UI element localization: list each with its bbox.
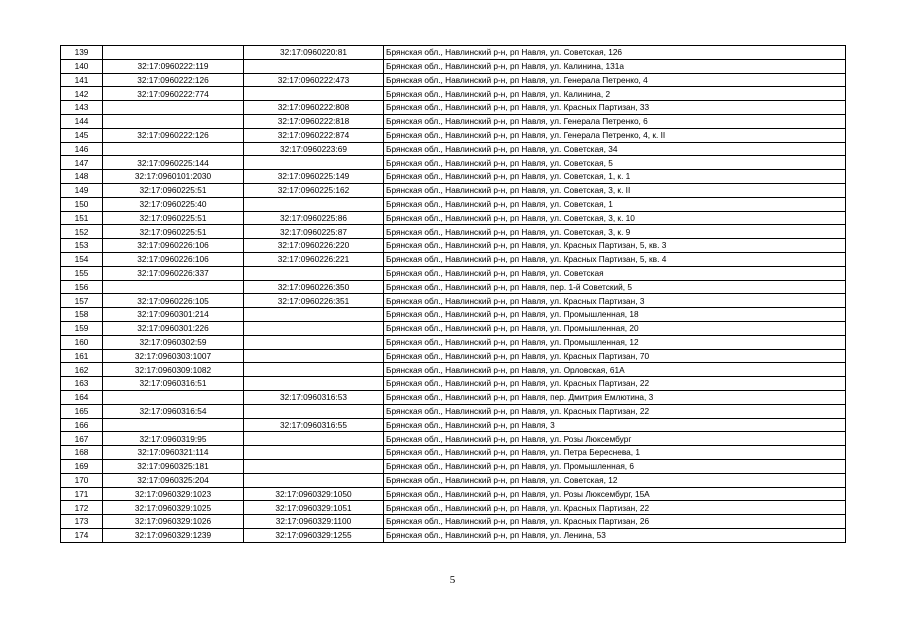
address-cell: Брянская обл., Навлинский р-н, рп Навля, ул. Красных Партизан, 33 xyxy=(384,101,846,115)
cadastral-number-cell: 32:17:0960321:114 xyxy=(103,446,244,460)
row-number-cell: 169 xyxy=(61,459,103,473)
row-number-cell: 165 xyxy=(61,404,103,418)
table-row xyxy=(61,404,846,418)
address-cell: Брянская обл., Навлинский р-н, рп Навля, ул. Советская, 1, к. 1 xyxy=(384,170,846,184)
object-cadastral-number-cell: 32:17:0960226:221 xyxy=(244,252,384,266)
table-row xyxy=(61,363,846,377)
object-cadastral-number-cell: 32:17:0960316:55 xyxy=(244,418,384,432)
address-cell: Брянская обл., Навлинский р-н, рп Навля, ул. Советская, 3, к. II xyxy=(384,183,846,197)
object-cadastral-number-cell: 32:17:0960222:818 xyxy=(244,114,384,128)
object-cadastral-number-cell: 32:17:0960226:350 xyxy=(244,280,384,294)
row-number-cell: 141 xyxy=(61,73,103,87)
cadastral-number-cell xyxy=(103,390,244,404)
row-number-cell: 139 xyxy=(61,46,103,60)
address-cell: Брянская обл., Навлинский р-н, рп Навля, ул. Петра Береснева, 1 xyxy=(384,446,846,460)
address-cell: Брянская обл., Навлинский р-н, рп Навля, ул. Советская, 3, к. 10 xyxy=(384,211,846,225)
address-cell: Брянская обл., Навлинский р-н, рп Навля, ул. Генерала Петренко, 4 xyxy=(384,73,846,87)
row-number-cell: 157 xyxy=(61,294,103,308)
cadastral-number-cell: 32:17:0960329:1023 xyxy=(103,487,244,501)
row-number-cell: 144 xyxy=(61,114,103,128)
object-cadastral-number-cell xyxy=(244,156,384,170)
object-cadastral-number-cell: 32:17:0960329:1051 xyxy=(244,501,384,515)
cadastral-number-cell xyxy=(103,418,244,432)
object-cadastral-number-cell: 32:17:0960316:53 xyxy=(244,390,384,404)
address-cell: Брянская обл., Навлинский р-н, рп Навля, ул. Советская, 34 xyxy=(384,142,846,156)
cadastral-number-cell: 32:17:0960222:126 xyxy=(103,73,244,87)
row-number-cell: 147 xyxy=(61,156,103,170)
object-cadastral-number-cell xyxy=(244,377,384,391)
address-cell: Брянская обл., Навлинский р-н, рп Навля, ул. Красных Партизан, 22 xyxy=(384,377,846,391)
cadastral-number-cell: 32:17:0960325:181 xyxy=(103,459,244,473)
table-row xyxy=(61,211,846,225)
row-number-cell: 167 xyxy=(61,432,103,446)
object-cadastral-number-cell: 32:17:0960329:1255 xyxy=(244,528,384,542)
object-cadastral-number-cell: 32:17:0960222:808 xyxy=(244,101,384,115)
table-row xyxy=(61,528,846,542)
table-row xyxy=(61,418,846,432)
page-number: 5 xyxy=(449,574,456,586)
address-cell: Брянская обл., Навлинский р-н, рп Навля, ул. Советская, 3, к. 9 xyxy=(384,225,846,239)
table-row xyxy=(61,142,846,156)
object-cadastral-number-cell xyxy=(244,59,384,73)
address-cell: Брянская обл., Навлинский р-н, рп Навля, ул. Розы Люксембург xyxy=(384,432,846,446)
cadastral-number-cell: 32:17:0960301:214 xyxy=(103,308,244,322)
table-row xyxy=(61,321,846,335)
object-cadastral-number-cell: 32:17:0960222:473 xyxy=(244,73,384,87)
row-number-cell: 146 xyxy=(61,142,103,156)
object-cadastral-number-cell: 32:17:0960222:874 xyxy=(244,128,384,142)
address-cell: Брянская обл., Навлинский р-н, рп Навля, ул. Промышленная, 18 xyxy=(384,308,846,322)
row-number-cell: 142 xyxy=(61,87,103,101)
object-cadastral-number-cell: 32:17:0960225:149 xyxy=(244,170,384,184)
object-cadastral-number-cell xyxy=(244,308,384,322)
row-number-cell: 152 xyxy=(61,225,103,239)
cadastral-number-cell: 32:17:0960329:1025 xyxy=(103,501,244,515)
address-cell: Брянская обл., Навлинский р-н, рп Навля, ул. Генерала Петренко, 4, к. II xyxy=(384,128,846,142)
table-row xyxy=(61,515,846,529)
address-cell: Брянская обл., Навлинский р-н, рп Навля, ул. Красных Партизан, 70 xyxy=(384,349,846,363)
table-row xyxy=(61,308,846,322)
address-cell: Брянская обл., Навлинский р-н, рп Навля, 3 xyxy=(384,418,846,432)
row-number-cell: 140 xyxy=(61,59,103,73)
registry-table-body xyxy=(61,46,846,543)
table-row xyxy=(61,446,846,460)
cadastral-number-cell: 32:17:0960301:226 xyxy=(103,321,244,335)
cadastral-number-cell: 32:17:0960226:106 xyxy=(103,252,244,266)
row-number-cell: 164 xyxy=(61,390,103,404)
table-row xyxy=(61,252,846,266)
cadastral-number-cell: 32:17:0960225:51 xyxy=(103,211,244,225)
cadastral-number-cell: 32:17:0960303:1007 xyxy=(103,349,244,363)
cadastral-number-cell xyxy=(103,46,244,60)
object-cadastral-number-cell xyxy=(244,266,384,280)
object-cadastral-number-cell: 32:17:0960226:220 xyxy=(244,239,384,253)
row-number-cell: 170 xyxy=(61,473,103,487)
table-row xyxy=(61,225,846,239)
cadastral-number-cell xyxy=(103,101,244,115)
row-number-cell: 173 xyxy=(61,515,103,529)
cadastral-number-cell: 32:17:0960316:54 xyxy=(103,404,244,418)
row-number-cell: 145 xyxy=(61,128,103,142)
table-row xyxy=(61,46,846,60)
address-cell: Брянская обл., Навлинский р-н, рп Навля, ул. Розы Люксембург, 15А xyxy=(384,487,846,501)
table-row xyxy=(61,473,846,487)
object-cadastral-number-cell xyxy=(244,363,384,377)
address-cell: Брянская обл., Навлинский р-н, рп Навля, ул. Генерала Петренко, 6 xyxy=(384,114,846,128)
address-cell: Брянская обл., Навлинский р-н, рп Навля, ул. Красных Партизан, 22 xyxy=(384,501,846,515)
table-row xyxy=(61,294,846,308)
object-cadastral-number-cell xyxy=(244,321,384,335)
registry-table xyxy=(60,45,846,543)
table-row xyxy=(61,128,846,142)
address-cell: Брянская обл., Навлинский р-н, рп Навля, ул. Красных Партизан, 3 xyxy=(384,294,846,308)
object-cadastral-number-cell xyxy=(244,335,384,349)
address-cell: Брянская обл., Навлинский р-н, рп Навля, ул. Орловская, 61А xyxy=(384,363,846,377)
row-number-cell: 160 xyxy=(61,335,103,349)
cadastral-number-cell: 32:17:0960225:51 xyxy=(103,183,244,197)
address-cell: Брянская обл., Навлинский р-н, рп Навля, ул. Ленина, 53 xyxy=(384,528,846,542)
object-cadastral-number-cell xyxy=(244,446,384,460)
cadastral-number-cell: 32:17:0960316:51 xyxy=(103,377,244,391)
table-row xyxy=(61,101,846,115)
cadastral-number-cell: 32:17:0960222:774 xyxy=(103,87,244,101)
address-cell: Брянская обл., Навлинский р-н, рп Навля, ул. Советская, 126 xyxy=(384,46,846,60)
table-row xyxy=(61,266,846,280)
address-cell: Брянская обл., Навлинский р-н, рп Навля, ул. Красных Партизан, 5, кв. 4 xyxy=(384,252,846,266)
table-row xyxy=(61,335,846,349)
table-row xyxy=(61,114,846,128)
address-cell: Брянская обл., Навлинский р-н, рп Навля, ул. Советская, 12 xyxy=(384,473,846,487)
row-number-cell: 171 xyxy=(61,487,103,501)
object-cadastral-number-cell xyxy=(244,432,384,446)
row-number-cell: 150 xyxy=(61,197,103,211)
cadastral-number-cell xyxy=(103,280,244,294)
address-cell: Брянская обл., Навлинский р-н, рп Навля, ул. Промышленная, 20 xyxy=(384,321,846,335)
object-cadastral-number-cell: 32:17:0960226:351 xyxy=(244,294,384,308)
object-cadastral-number-cell: 32:17:0960225:87 xyxy=(244,225,384,239)
address-cell: Брянская обл., Навлинский р-н, рп Навля, ул. Советская xyxy=(384,266,846,280)
table-row xyxy=(61,487,846,501)
row-number-cell: 151 xyxy=(61,211,103,225)
cadastral-number-cell: 32:17:0960329:1239 xyxy=(103,528,244,542)
address-cell: Брянская обл., Навлинский р-н, рп Навля, ул. Красных Партизан, 22 xyxy=(384,404,846,418)
row-number-cell: 154 xyxy=(61,252,103,266)
table-row xyxy=(61,432,846,446)
row-number-cell: 149 xyxy=(61,183,103,197)
table-row xyxy=(61,377,846,391)
address-cell: Брянская обл., Навлинский р-н, рп Навля, ул. Красных Партизан, 26 xyxy=(384,515,846,529)
cadastral-number-cell: 32:17:0960225:51 xyxy=(103,225,244,239)
object-cadastral-number-cell: 32:17:0960225:86 xyxy=(244,211,384,225)
address-cell: Брянская обл., Навлинский р-н, рп Навля, ул. Советская, 5 xyxy=(384,156,846,170)
table-row xyxy=(61,73,846,87)
object-cadastral-number-cell: 32:17:0960223:69 xyxy=(244,142,384,156)
table-row xyxy=(61,501,846,515)
object-cadastral-number-cell xyxy=(244,87,384,101)
object-cadastral-number-cell xyxy=(244,459,384,473)
row-number-cell: 172 xyxy=(61,501,103,515)
object-cadastral-number-cell: 32:17:0960329:1100 xyxy=(244,515,384,529)
cadastral-number-cell: 32:17:0960226:106 xyxy=(103,239,244,253)
row-number-cell: 155 xyxy=(61,266,103,280)
row-number-cell: 156 xyxy=(61,280,103,294)
table-row xyxy=(61,239,846,253)
row-number-cell: 148 xyxy=(61,170,103,184)
table-row xyxy=(61,197,846,211)
row-number-cell: 162 xyxy=(61,363,103,377)
cadastral-number-cell: 32:17:0960329:1026 xyxy=(103,515,244,529)
row-number-cell: 158 xyxy=(61,308,103,322)
cadastral-number-cell: 32:17:0960325:204 xyxy=(103,473,244,487)
address-cell: Брянская обл., Навлинский р-н, рп Навля, ул. Промышленная, 6 xyxy=(384,459,846,473)
table-row xyxy=(61,59,846,73)
object-cadastral-number-cell xyxy=(244,473,384,487)
address-cell: Брянская обл., Навлинский р-н, рп Навля, ул. Красных Партизан, 5, кв. 3 xyxy=(384,239,846,253)
cadastral-number-cell xyxy=(103,114,244,128)
cadastral-number-cell: 32:17:0960309:1082 xyxy=(103,363,244,377)
cadastral-number-cell: 32:17:0960222:126 xyxy=(103,128,244,142)
cadastral-number-cell: 32:17:0960101:2030 xyxy=(103,170,244,184)
cadastral-number-cell: 32:17:0960319:95 xyxy=(103,432,244,446)
table-row xyxy=(61,156,846,170)
row-number-cell: 161 xyxy=(61,349,103,363)
cadastral-number-cell xyxy=(103,142,244,156)
address-cell: Брянская обл., Навлинский р-н, рп Навля, ул. Советская, 1 xyxy=(384,197,846,211)
object-cadastral-number-cell xyxy=(244,349,384,363)
row-number-cell: 159 xyxy=(61,321,103,335)
cadastral-number-cell: 32:17:0960225:40 xyxy=(103,197,244,211)
table-row xyxy=(61,170,846,184)
address-cell: Брянская обл., Навлинский р-н, рп Навля, пер. Дмитрия Емлютина, 3 xyxy=(384,390,846,404)
address-cell: Брянская обл., Навлинский р-н, рп Навля, ул. Калинина, 2 xyxy=(384,87,846,101)
cadastral-number-cell: 32:17:0960302:59 xyxy=(103,335,244,349)
table-row xyxy=(61,280,846,294)
object-cadastral-number-cell xyxy=(244,404,384,418)
row-number-cell: 166 xyxy=(61,418,103,432)
row-number-cell: 143 xyxy=(61,101,103,115)
table-row xyxy=(61,183,846,197)
cadastral-number-cell: 32:17:0960225:144 xyxy=(103,156,244,170)
cadastral-number-cell: 32:17:0960226:337 xyxy=(103,266,244,280)
address-cell: Брянская обл., Навлинский р-н, рп Навля, ул. Калинина, 131а xyxy=(384,59,846,73)
object-cadastral-number-cell: 32:17:0960329:1050 xyxy=(244,487,384,501)
table-row xyxy=(61,390,846,404)
object-cadastral-number-cell: 32:17:0960220:81 xyxy=(244,46,384,60)
table-row xyxy=(61,349,846,363)
object-cadastral-number-cell: 32:17:0960225:162 xyxy=(244,183,384,197)
address-cell: Брянская обл., Навлинский р-н, рп Навля, ул. Промышленная, 12 xyxy=(384,335,846,349)
object-cadastral-number-cell xyxy=(244,197,384,211)
cadastral-number-cell: 32:17:0960222:119 xyxy=(103,59,244,73)
address-cell: Брянская обл., Навлинский р-н, рп Навля, пер. 1-й Советский, 5 xyxy=(384,280,846,294)
row-number-cell: 174 xyxy=(61,528,103,542)
row-number-cell: 153 xyxy=(61,239,103,253)
row-number-cell: 168 xyxy=(61,446,103,460)
row-number-cell: 163 xyxy=(61,377,103,391)
table-row xyxy=(61,459,846,473)
table-row xyxy=(61,87,846,101)
cadastral-number-cell: 32:17:0960226:105 xyxy=(103,294,244,308)
